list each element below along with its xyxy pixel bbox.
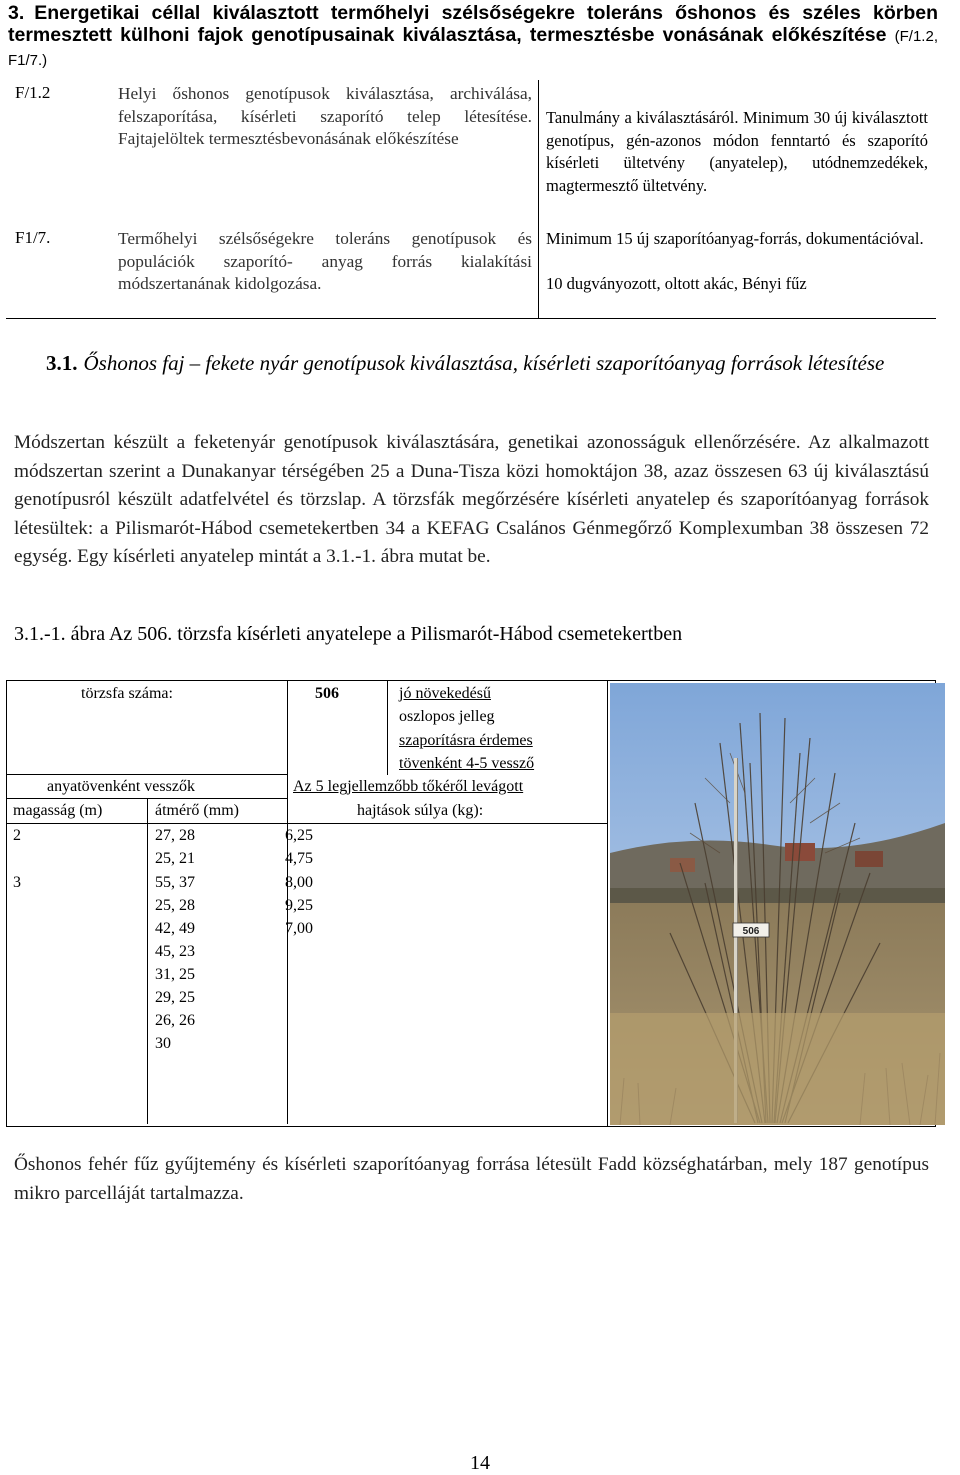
weight-value: 7,00 <box>285 920 313 937</box>
diameter-value: 25, 28 <box>155 897 195 914</box>
weight-value: 4,75 <box>285 850 313 867</box>
table-line <box>287 681 288 775</box>
task-table <box>6 80 936 319</box>
table-line <box>607 681 608 1126</box>
chapter-number: 3. <box>8 2 25 24</box>
tree-number: 506 <box>315 685 339 702</box>
diameter-value: 29, 25 <box>155 989 195 1006</box>
section-number: 3.1. <box>46 351 78 375</box>
figure-caption: 3.1.-1. ábra Az 506. törzsfa kísérleti anyatelepe a Pilismarót-Hábod csemetekertben <box>14 623 683 645</box>
height-value: 2 <box>13 827 21 844</box>
weight-header: Az 5 legjellemzőbb tőkéről levágott <box>293 778 524 795</box>
tree-sign-label: 506 <box>742 926 760 937</box>
task-result-secondary: 10 dugványozott, oltott akác, Bényi fűz <box>546 274 807 293</box>
table-line <box>147 798 148 1124</box>
diameter-value: 31, 25 <box>155 966 195 983</box>
task-table-divider <box>538 80 539 318</box>
task-code: F1/7. <box>15 228 51 247</box>
height-header: magasság (m) <box>13 802 103 819</box>
diameter-value: 45, 23 <box>155 943 195 960</box>
trait: oszlopos jelleg <box>399 708 495 725</box>
diameter-value: 55, 37 <box>155 874 195 891</box>
diameter-value: 25, 21 <box>155 850 195 867</box>
task-result: Minimum 15 új szaporítóanyag-forrás, dokumentációval. <box>546 229 924 248</box>
trait: jó növekedésű <box>399 685 491 702</box>
height-value: 3 <box>13 874 21 891</box>
weight-value: 9,25 <box>285 897 313 914</box>
chapter-title: Energetikai céllal kiválasztott termőhelyi szélsőségekre toleráns őshonos és széles körben termesztett külhoni fajok genotípusainak kiválasztása, termesztésbe vonásának előkészítése <box>8 2 938 46</box>
body-paragraph-2: Őshonos fehér fűz gyűjtemény és kísérleti szaporítóanyag forrása létesült Fadd községhatárban, mely 187 genotípus mikro parcelláját tartalmazza. <box>14 1154 929 1204</box>
task-result: Tanulmány a kiválasztásáról. Minimum 30 új kiválasztott genotípus, gén-azonos módon fenntartó és szaporító kísérleti ültetvény (anyatelep), utódnemzedékek, magtermesztő ültetvény. <box>546 108 928 195</box>
diameter-header: átmérő (mm) <box>155 802 239 819</box>
tree-photo-graphic <box>610 683 945 1125</box>
section-title: Őshonos faj – fekete nyár genotípusok kiválasztása, kísérleti szaporítóanyag források létesítése <box>83 351 885 375</box>
page-number: 14 <box>470 1452 490 1474</box>
trait: szaporításra érdemes <box>399 732 533 749</box>
chapter-reference: (F/1.2, F1/7.) <box>8 28 938 69</box>
diameter-value: 27, 28 <box>155 827 195 844</box>
table-line <box>387 681 388 775</box>
table-line <box>7 823 607 824</box>
diameter-value: 30 <box>155 1035 171 1052</box>
task-description: Termőhelyi szélsőségekre toleráns genotípusok és populációk szaporító- anyag forrás kialakítási módszertanának kidolgozása. <box>118 229 532 293</box>
weight-value: 6,25 <box>285 827 313 844</box>
weight-header-unit: hajtások súlya (kg): <box>357 802 484 819</box>
section-heading <box>46 350 926 376</box>
trait: tövenként 4-5 vessző <box>399 755 535 772</box>
diameter-value: 26, 26 <box>155 1012 195 1029</box>
table-line <box>7 774 287 775</box>
tree-photo <box>610 683 945 1125</box>
chapter-heading <box>8 2 938 72</box>
shoots-header: anyatövenként vesszők <box>47 778 195 795</box>
weight-value: 8,00 <box>285 874 313 891</box>
tree-number-label: törzsfa száma: <box>81 685 173 702</box>
diameter-value: 42, 49 <box>155 920 195 937</box>
task-description: Helyi őshonos genotípusok kiválasztása, archiválása, felszaporítása, kísérleti szaporító telep létesítése. Fajtajelöltek termesztésbevonásának előkészítése <box>118 84 532 148</box>
body-paragraph: Módszertan készült a feketenyár genotípusok kiválasztására, genetikai azonosságuk ellenőrzésére. Az alkalmazott módszertan szerint a Dunakanyar térségében 25 a Duna-Tisza közi homoktájon 38, azaz összesen 63 új kiválasztású genotípusról készült adatfelvétel és törzslap. A törzsfák megőrzésére kísérleti anyatelep és szaporítóanyag források létesültek: a Pilismarót-Hábod csemetekertben 34 a KEFAG Csalános Génmegőrző Komplexumban 38 összesen 72 egység. Egy kísérleti anyatelep mintát a 3.1.-1. ábra mutat be. <box>14 432 929 567</box>
task-code: F/1.2 <box>15 83 51 102</box>
